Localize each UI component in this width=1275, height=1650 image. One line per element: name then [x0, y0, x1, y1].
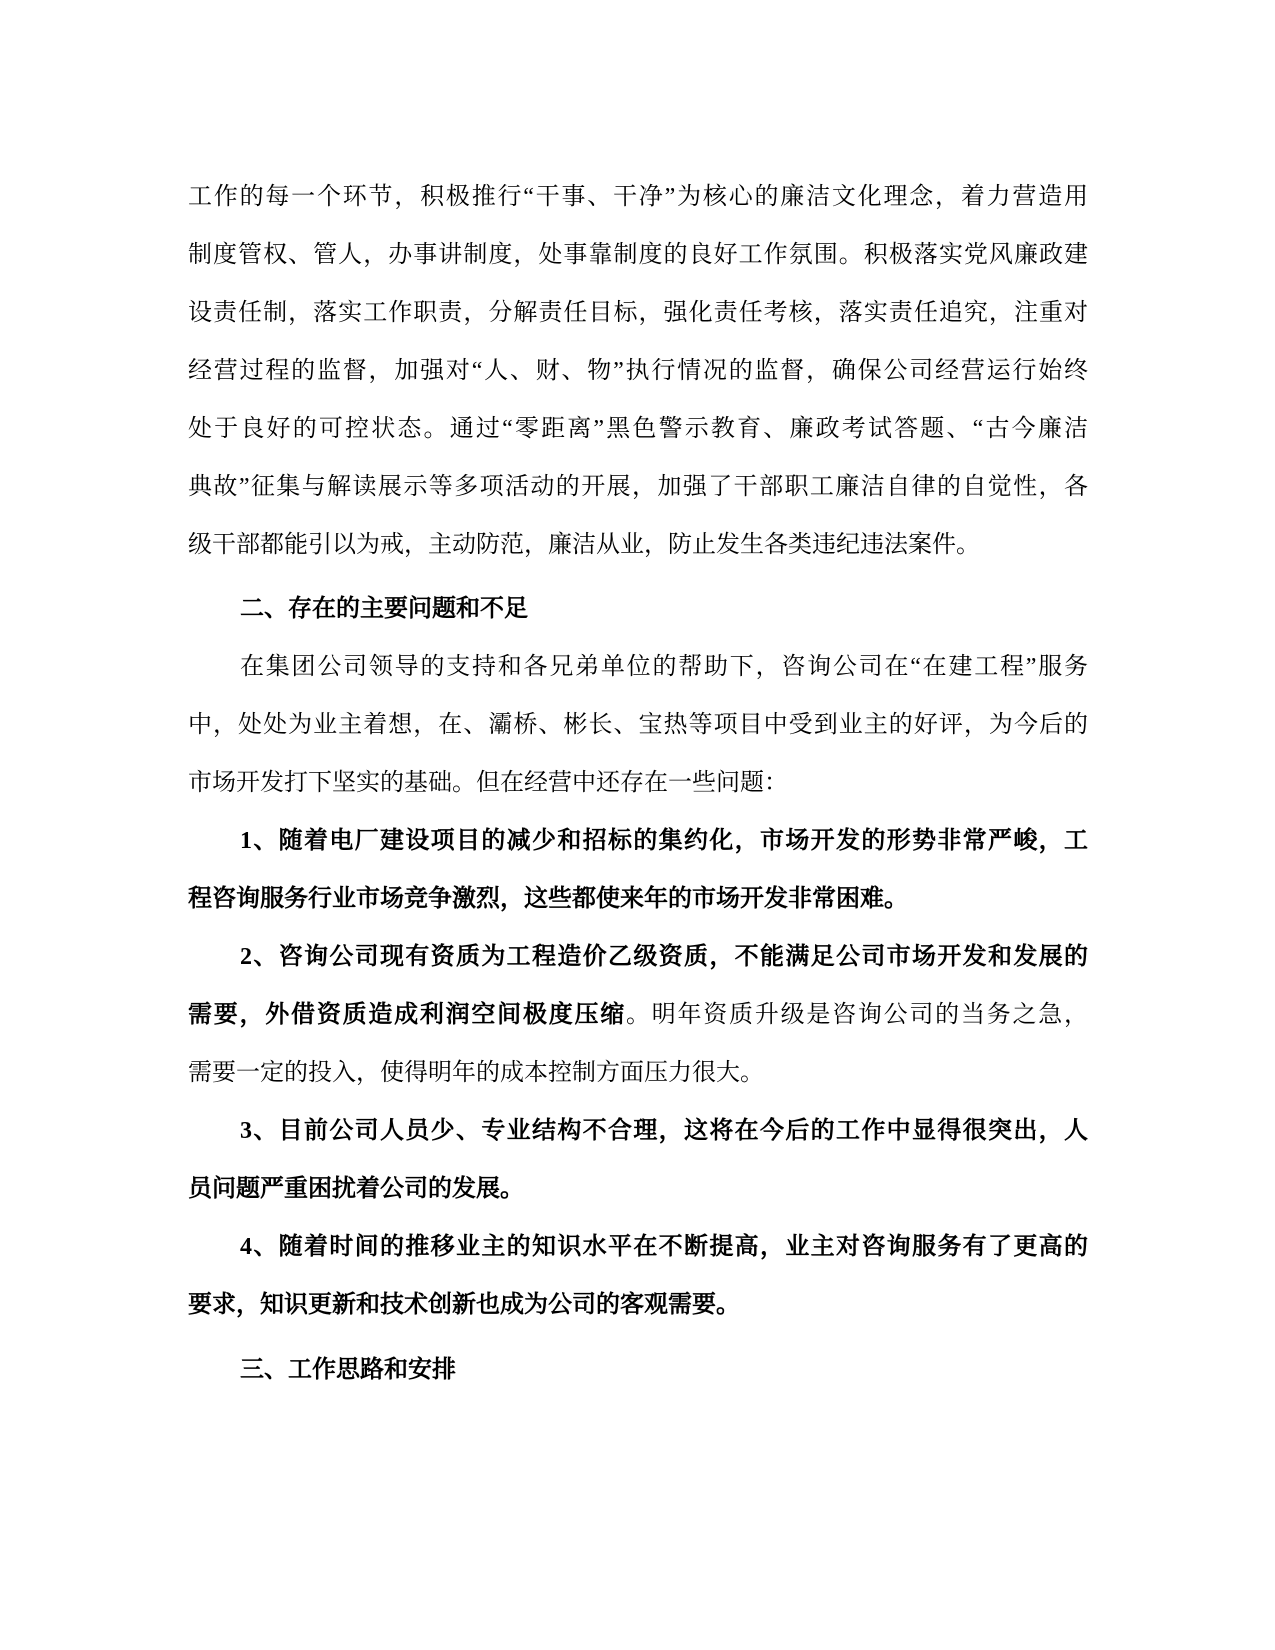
section-heading-3: 三、工作思路和安排: [240, 1357, 456, 1383]
numbered-item-2-line: 需要一定的投入，使得明年的成本控制方面压力很大。: [188, 1060, 764, 1086]
document-body: [188, 168, 1088, 1399]
numbered-item-2-line: [188, 986, 1088, 1044]
paragraph-line: 在集团公司领导的支持和各兄弟单位的帮助下，咨询公司在“在建工程”服务: [240, 654, 1088, 680]
numbered-item-1-line: 程咨询服务行业市场竞争激烈，这些都使来年的市场开发非常困难。: [188, 886, 908, 912]
paragraph-line: 市场开发打下坚实的基础。但在经营中还存在一些问题：: [188, 770, 788, 796]
paragraph-line: 经营过程的监督，加强对“人、财、物”执行情况的监督，确保公司经营运行始终: [188, 358, 1088, 384]
paragraph-line: 制度管权、管人，办事讲制度，处事靠制度的良好工作氛围。积极落实党风廉政建: [188, 242, 1088, 268]
paragraph-line: 级干部都能引以为戒，主动防范，廉洁从业，防止发生各类违纪违法案件。: [188, 532, 980, 558]
numbered-item-3-line: 员问题严重困扰着公司的发展。: [188, 1176, 524, 1202]
bold-text-run: 需要，外借资质造成利润空间极度压缩: [188, 1002, 626, 1028]
paragraph-line: 典故”征集与解读展示等多项活动的开展，加强了干部职工廉洁自律的自觉性，各: [188, 474, 1088, 500]
paragraph-line: 处于良好的可控状态。通过“零距离”黑色警示教育、廉政考试答题、“古今廉洁: [188, 416, 1088, 442]
numbered-item-4-line: 4、随着时间的推移业主的知识水平在不断提高，业主对咨询服务有了更高的: [240, 1234, 1088, 1260]
numbered-item-2-line: 2、咨询公司现有资质为工程造价乙级资质，不能满足公司市场开发和发展的: [240, 944, 1088, 970]
numbered-item-4-line: 要求，知识更新和技术创新也成为公司的客观需要。: [188, 1292, 740, 1318]
numbered-item-3-line: 3、目前公司人员少、专业结构不合理，这将在今后的工作中显得很突出，人: [240, 1118, 1088, 1144]
paragraph-line: 工作的每一个环节，积极推行“干事、干净”为核心的廉洁文化理念，着力营造用: [188, 184, 1088, 210]
section-heading-2: 二、存在的主要问题和不足: [240, 596, 528, 622]
numbered-item-1-line: 1、随着电厂建设项目的减少和招标的集约化，市场开发的形势非常严峻，工: [240, 828, 1088, 854]
regular-text-run: 。明年资质升级是咨询公司的当务之急，: [626, 1002, 1088, 1028]
paragraph-line: 中，处处为业主着想，在、灞桥、彬长、宝热等项目中受到业主的好评，为今后的: [188, 712, 1088, 738]
paragraph-line: 设责任制，落实工作职责，分解责任目标，强化责任考核，落实责任追究，注重对: [188, 300, 1088, 326]
